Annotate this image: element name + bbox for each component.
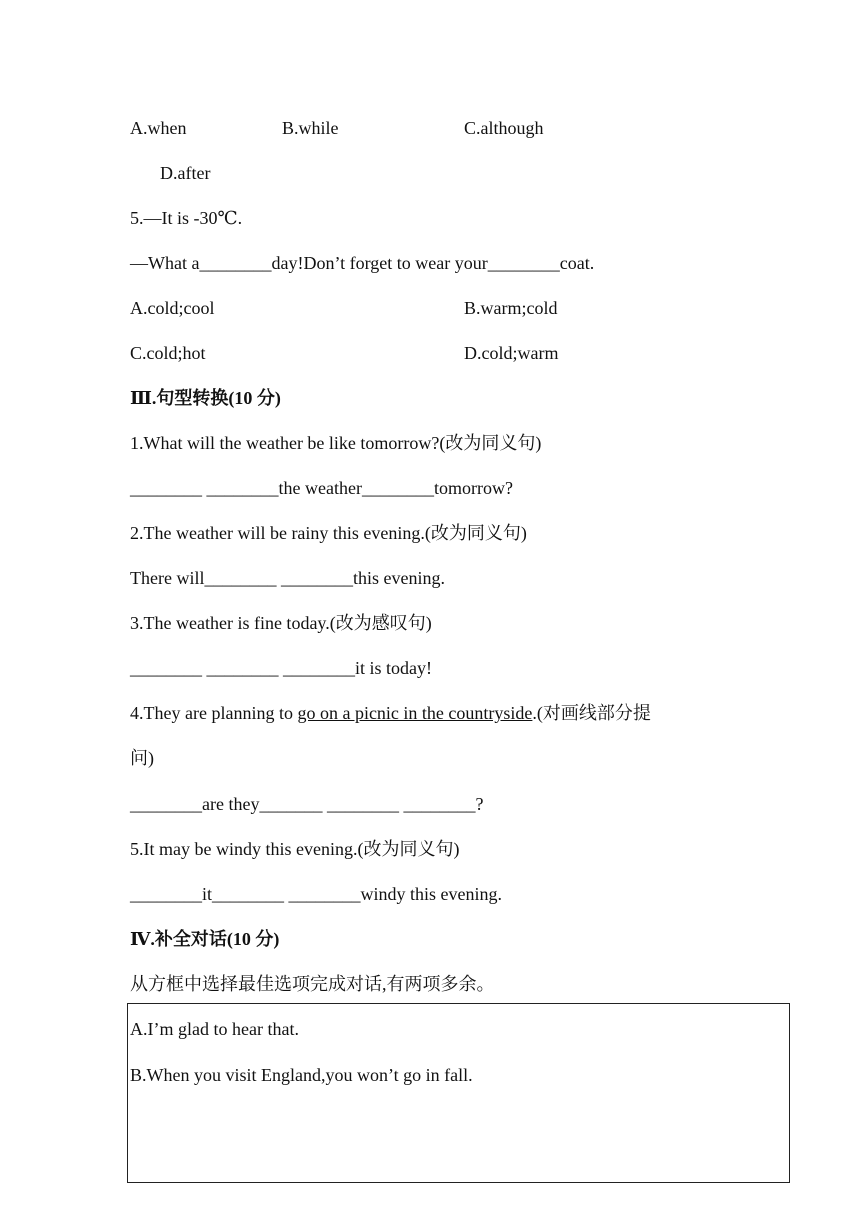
s3-q1-question: 1.What will the weather be like tomorrow?(改为同义句) [130,433,542,453]
q5-option-c: C.cold;hot [130,343,206,363]
s3-q2-answer: There will________ ________this evening. [130,568,445,588]
q5-option-d: D.cold;warm [464,343,559,363]
section-4-heading: Ⅳ.补全对话(10 分) [130,929,280,949]
s3-q4-question [130,701,651,725]
q4-option-a: A.when [130,118,187,138]
s3-q2-question: 2.The weather will be rainy this evening.(改为同义句) [130,523,527,543]
s3-q4-question-wrap: 问) [130,748,154,768]
q4-option-c: C.although [464,118,544,138]
box-option-b: B.When you visit England,you won’t go in fall. [130,1065,473,1085]
s3-q4-answer: ________are they_______ ________ ________? [130,794,484,814]
q5-option-b: B.warm;cold [464,298,558,318]
box-option-a: A.I’m glad to hear that. [130,1019,299,1039]
q4-option-b: B.while [282,118,339,138]
section-3-heading: Ⅲ.句型转换(10 分) [130,388,281,408]
s3-q1-answer: ________ ________the weather________tomorrow? [130,478,513,498]
q5-response: —What a________day!Don’t forget to wear your________coat. [130,253,595,273]
s3-q4-question-start: 4.They are planning to [130,703,298,723]
q5-prompt: 5.—It is -30℃. [130,208,243,228]
q5-option-a: A.cold;cool [130,298,215,318]
s3-q3-question: 3.The weather is fine today.(改为感叹句) [130,613,432,633]
s3-q5-question: 5.It may be windy this evening.(改为同义句) [130,839,460,859]
s3-q4-underlined-phrase: go on a picnic in the countryside [297,703,533,723]
s3-q4-question-end: .(对画线部分提 [532,703,651,723]
s3-q5-answer: ________it________ ________windy this evening. [130,884,502,904]
q4-option-d: D.after [160,163,211,183]
options-box [127,1003,790,1183]
s3-q3-answer: ________ ________ ________it is today! [130,658,432,678]
section-4-instruction: 从方框中选择最佳选项完成对话,有两项多余。 [130,974,495,994]
